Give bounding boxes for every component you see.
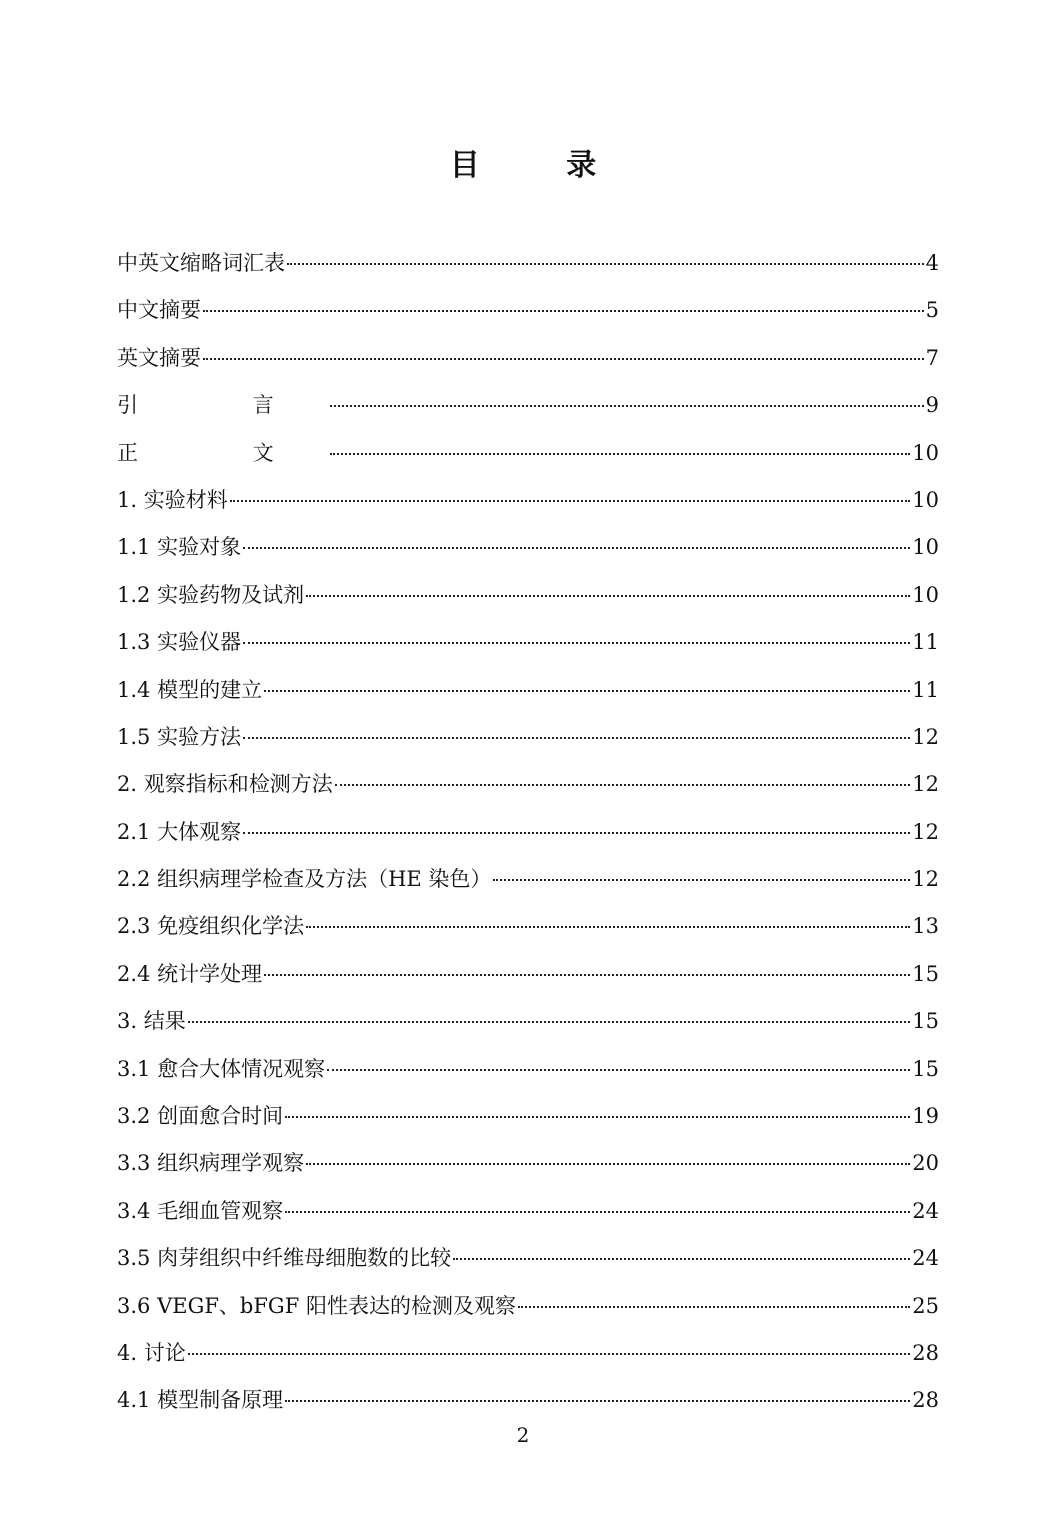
toc-leader-dots: [188, 1020, 911, 1023]
toc-entry-label: 引 言: [117, 393, 328, 418]
toc-entry-page: 15: [912, 1009, 939, 1034]
toc-entry-label: 1.4 模型的建立: [117, 677, 263, 702]
toc-entry-label: 3.6 VEGF、bFGF 阳性表达的检测及观察: [117, 1293, 516, 1318]
toc-leader-dots: [330, 452, 911, 455]
toc-entry-page: 12: [912, 724, 939, 749]
toc-leader-dots: [243, 831, 910, 834]
toc-entry-page: 13: [912, 914, 939, 939]
toc-entry[interactable]: [117, 714, 939, 761]
toc-entry[interactable]: [117, 382, 939, 429]
toc-entry-label: 3.3 组织病理学观察: [117, 1151, 305, 1176]
toc-entry-label: 3.4 毛细血管观察: [117, 1198, 284, 1223]
toc-leader-dots: [493, 878, 910, 881]
toc-entry-label: 4.1 模型制备原理: [117, 1388, 284, 1413]
toc-entry-page: 12: [912, 772, 939, 797]
toc-leader-dots: [306, 1162, 910, 1165]
toc-leader-dots: [264, 689, 910, 692]
toc-entry-label: 1.5 实验方法: [117, 724, 242, 749]
toc-leader-dots: [188, 1352, 911, 1355]
toc-entry[interactable]: [117, 998, 939, 1045]
toc-entry-label: 1.1 实验对象: [117, 535, 242, 560]
toc-entry[interactable]: [117, 1330, 939, 1377]
toc-entry[interactable]: [117, 572, 939, 619]
toc-entry-page: 19: [912, 1104, 939, 1129]
toc-entry-page: 11: [912, 630, 939, 655]
toc-leader-dots: [243, 736, 910, 739]
toc-entry-label: 中英文缩略词汇表: [117, 251, 285, 275]
toc-entry-page: 24: [912, 1246, 939, 1271]
toc-entry-label: 中文摘要: [117, 298, 201, 323]
toc-leader-dots: [453, 1257, 910, 1260]
toc-leader-dots: [264, 973, 910, 976]
toc-leader-dots: [287, 262, 924, 265]
toc-entry-page: 10: [912, 535, 939, 560]
toc-leader-dots: [203, 357, 924, 360]
toc-entry-page: 20: [912, 1151, 939, 1176]
toc-entry[interactable]: [117, 335, 939, 382]
toc-entry[interactable]: [117, 1046, 939, 1093]
toc-entry-label: 3.5 肉芽组织中纤维母细胞数的比较: [117, 1246, 452, 1271]
toc-leader-dots: [518, 1305, 910, 1308]
toc-entry-label: 1.3 实验仪器: [117, 630, 242, 655]
toc-entry[interactable]: [117, 951, 939, 998]
table-of-contents: [117, 240, 939, 1425]
toc-leader-dots: [243, 546, 910, 549]
toc-entry[interactable]: [117, 761, 939, 808]
page-number: 2: [516, 1423, 530, 1447]
toc-entry-page: 10: [912, 440, 939, 465]
toc-leader-dots: [285, 1115, 910, 1118]
toc-leader-dots: [330, 404, 924, 407]
toc-entry-page: 5: [925, 298, 939, 323]
toc-entry-label: 正 文: [117, 440, 328, 465]
toc-entry[interactable]: [117, 430, 939, 477]
toc-leader-dots: [306, 925, 910, 928]
toc-entry-page: 15: [912, 1056, 939, 1081]
toc-entry-page: 12: [912, 819, 939, 844]
toc-entry-page: 9: [925, 393, 939, 418]
toc-entry-label: 3. 结果: [117, 1009, 186, 1034]
toc-entry[interactable]: [117, 1283, 939, 1330]
toc-entry-label: 2.1 大体观察: [117, 819, 242, 844]
toc-entry-label: 2.4 统计学处理: [117, 961, 263, 986]
toc-entry-label: 2. 观察指标和检测方法: [117, 772, 333, 797]
toc-entry[interactable]: [117, 1093, 939, 1140]
toc-entry-label: 3.1 愈合大体情况观察: [117, 1056, 326, 1081]
toc-entry[interactable]: [117, 240, 939, 287]
toc-entry-label: 2.2 组织病理学检查及方法（HE 染色）: [117, 867, 492, 892]
toc-entry-page: 12: [912, 867, 939, 892]
toc-entry-page: 4: [925, 251, 939, 275]
page-title: 目 录: [449, 148, 635, 183]
toc-entry-page: 10: [912, 487, 939, 512]
toc-entry[interactable]: [117, 524, 939, 571]
toc-leader-dots: [243, 641, 910, 644]
toc-entry[interactable]: [117, 477, 939, 524]
toc-entry[interactable]: [117, 619, 939, 666]
toc-entry-page: 7: [925, 345, 939, 370]
toc-entry[interactable]: [117, 809, 939, 856]
toc-entry-page: 24: [912, 1198, 939, 1223]
toc-entry-label: 英文摘要: [117, 345, 201, 370]
toc-entry-label: 1. 实验材料: [117, 487, 228, 512]
toc-entry-label: 1.2 实验药物及试剂: [117, 582, 305, 607]
toc-entry-page: 15: [912, 961, 939, 986]
toc-entry-label: 3.2 创面愈合时间: [117, 1104, 284, 1129]
toc-entry-page: 25: [912, 1293, 939, 1318]
toc-entry-page: 28: [912, 1388, 939, 1413]
toc-entry[interactable]: [117, 1188, 939, 1235]
toc-leader-dots: [203, 309, 924, 312]
toc-leader-dots: [285, 1399, 910, 1402]
toc-entry[interactable]: [117, 1140, 939, 1187]
toc-leader-dots: [306, 594, 910, 597]
toc-leader-dots: [335, 783, 911, 786]
toc-entry[interactable]: [117, 1377, 939, 1424]
toc-entry[interactable]: [117, 856, 939, 903]
toc-entry-page: 11: [912, 677, 939, 702]
toc-entry-page: 10: [912, 582, 939, 607]
toc-leader-dots: [327, 1068, 910, 1071]
toc-entry[interactable]: [117, 1235, 939, 1282]
toc-leader-dots: [230, 499, 911, 502]
toc-entry[interactable]: [117, 287, 939, 334]
toc-leader-dots: [285, 1210, 910, 1213]
toc-entry-label: 4. 讨论: [117, 1340, 186, 1365]
toc-entry[interactable]: [117, 667, 939, 714]
toc-entry-page: 28: [912, 1340, 939, 1365]
toc-entry-label: 2.3 免疫组织化学法: [117, 914, 305, 939]
toc-entry[interactable]: [117, 903, 939, 950]
